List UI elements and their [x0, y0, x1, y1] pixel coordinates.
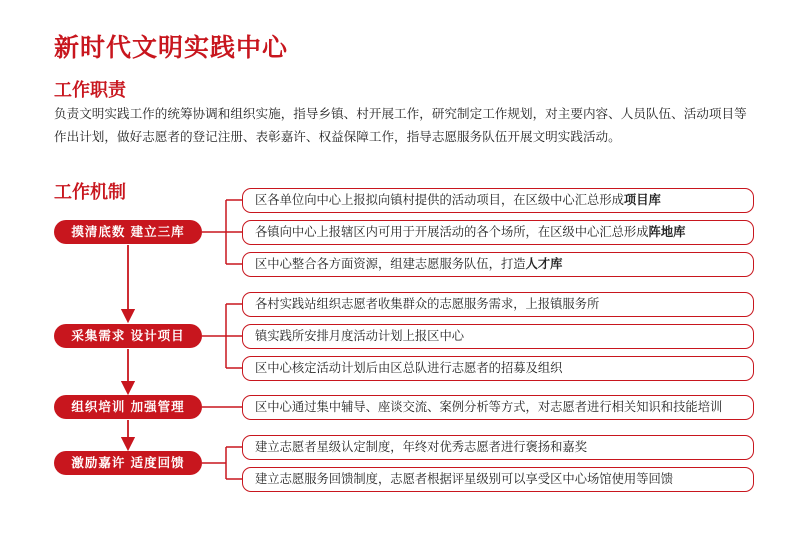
stage-2-item-3: 区中心核定活动计划后由区总队进行志愿者的招募及组织 — [242, 356, 754, 381]
mechanism-heading: 工作机制 — [54, 182, 126, 203]
stage-4-item-1: 建立志愿者星级认定制度，年终对优秀志愿者进行褒扬和嘉奖 — [242, 435, 754, 460]
bracket-stage-1 — [202, 200, 242, 264]
stage-1-item-2: 各镇向中心上报辖区内可用于开展活动的各个场所，在区级中心汇总形成阵地库 — [242, 220, 754, 245]
duties-text: 负责文明实践工作的统筹协调和组织实施，指导乡镇、村开展工作，研究制定工作规划，对主要内容、人员队伍、活动项目等作出计划，做好志愿者的登记注册、表彰嘉许、权益保障工作，指导志愿服务队伍开展文明实践活动。 — [54, 106, 747, 144]
duties-heading: 工作职责 — [54, 80, 126, 101]
stage-2-item-1: 各村实践站组织志愿者收集群众的志愿服务需求，上报镇服务所 — [242, 292, 754, 317]
bracket-stage-4 — [202, 447, 242, 479]
stage-3-item-1: 区中心通过集中辅导、座谈交流、案例分析等方式，对志愿者进行相关知识和技能培训 — [242, 395, 754, 420]
stage-1-item-3: 区中心整合各方面资源，组建志愿服务队伍，打造人才库 — [242, 252, 754, 277]
stage-2-item-2: 镇实践所安排月度活动计划上报区中心 — [242, 324, 754, 349]
stage-1-item-1: 区各单位向中心上报拟向镇村提供的活动项目，在区级中心汇总形成项目库 — [242, 188, 754, 213]
stage-1-label: 摸清底数 建立三库 — [54, 220, 202, 244]
stage-4-label: 激励嘉许 适度回馈 — [54, 451, 202, 475]
stage-4-item-2: 建立志愿服务回馈制度，志愿者根据评星级别可以享受区中心场馆使用等回馈 — [242, 467, 754, 492]
stage-3-label: 组织培训 加强管理 — [54, 395, 202, 419]
bracket-stage-2 — [202, 304, 242, 368]
stage-2-label: 采集需求 设计项目 — [54, 324, 202, 348]
page-title: 新时代文明实践中心 — [54, 33, 289, 62]
